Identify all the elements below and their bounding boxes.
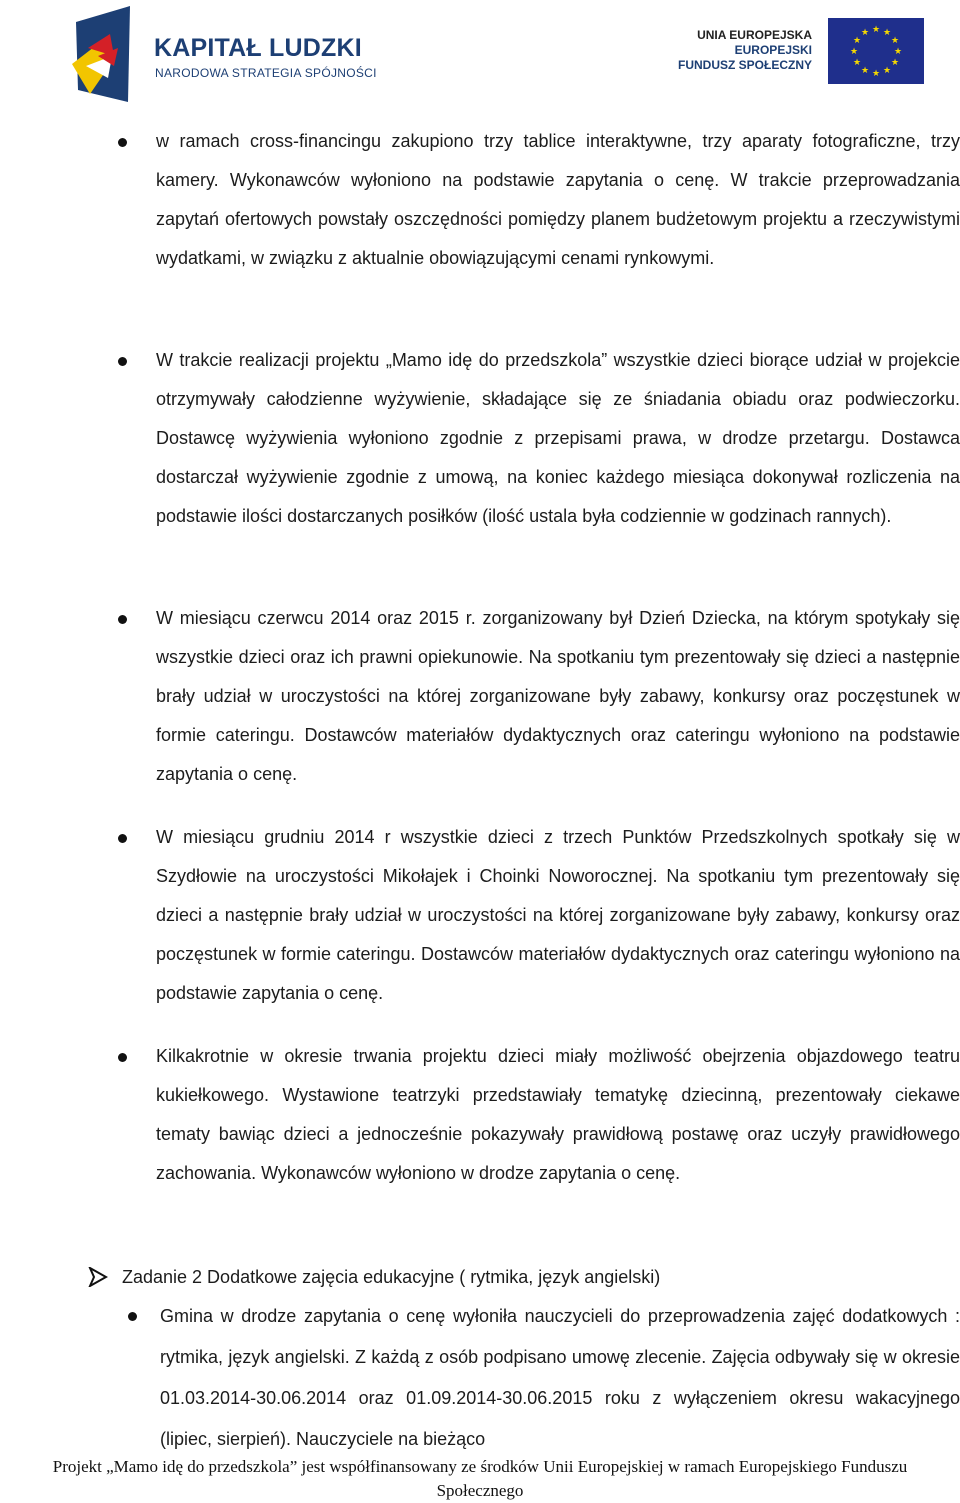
list-item: Gmina w drodze zapytania o cenę wyłoniła nauczycieli do przeprowadzenia zajęć dodatkowych : rytmika, język angielski. Z każdą z osób podpisano umowę zlecenie. Zajęcia odbywały się w okresie 01.03.2014-30.06.2014 oraz 01.09.2014-30.06.2015 roku z wyłączeniem okresu wakacyjnego (lipiec, sierpień). Nauczyciele na bieżąco [160, 1306, 960, 1449]
eu-logo-line2: EUROPEJSKI [734, 43, 812, 57]
bullet-icon [118, 834, 127, 843]
list-item: W trakcie realizacji projektu „Mamo idę do przedszkola” wszystkie dzieci biorące udział w projekcie otrzymywały całodzienne wyżywienie, składające się ze śniadania obiadu oraz podwieczorku. Dostawcę wyżywienia wyłoniono zgodnie z przepisami prawa, w drodze przetargu. Dostawca dostarczał wyżywienie zgodnie z umową, na koniec każdego miesiąca dokonywał rozliczenia na podstawie ilości dostarczanych posiłków (ilość ustala była codziennie w godzinach rannych). [156, 350, 960, 526]
svg-text:★: ★ [890, 58, 900, 68]
task-heading: Zadanie 2 Dodatkowe zajęcia edukacyjne ( rytmika, język angielski) [122, 1267, 661, 1287]
list-item: W miesiącu czerwcu 2014 oraz 2015 r. zorganizowany był Dzień Dziecka, na którym spotykały się wszystkie dzieci oraz ich prawni opiekunowie. Na spotkaniu tym prezentowały się dzieci a następnie brały udział w uroczystości na której zorganizowane były zabawy, konkursy oraz poczęstunek w formie cateringu. Dostawców materiałów dydaktycznych oraz cateringu wyłoniono na podstawie zapytania o cenę. [156, 608, 960, 784]
bullet-icon [118, 357, 127, 366]
svg-text:★: ★ [860, 66, 870, 76]
svg-text:★: ★ [882, 66, 892, 76]
footer-line1: Projekt „Mamo idę do przedszkola” jest współfinansowany ze środków Unii Europejskiej w ramach Europejskiego Funduszu [52, 1457, 908, 1476]
eu-flag-icon [828, 18, 924, 84]
eu-logo-text [678, 28, 812, 73]
bullet-icon [118, 1053, 127, 1062]
svg-text:★: ★ [852, 58, 862, 68]
eu-logo-line3: FUNDUSZ SPOŁECZNY [677, 58, 812, 72]
page-header [0, 0, 960, 112]
eu-logo [664, 18, 924, 88]
kapital-ludzki-subtitle: NARODOWA STRATEGIA SPÓJNOŚCI [155, 66, 377, 80]
svg-text:★: ★ [893, 47, 903, 57]
kapital-ludzki-emblem-icon [68, 4, 148, 104]
bullet-icon [118, 615, 127, 624]
eu-logo-line1: UNIA EUROPEJSKA [697, 28, 812, 42]
bullet-icon [128, 1312, 137, 1321]
list-item: w ramach cross-financingu zakupiono trzy tablice interaktywne, trzy aparaty fotograficzne, trzy kamery. Wykonawców wyłoniono na podstawie zapytania o cenę. W trakcie przeprowadzania zapytań ofertowych powstały oszczędności pomiędzy planem budżetowym projektu a rzeczywistymi wydatkami, w związku z aktualnie obowiązującymi cenami rynkowymi. [156, 131, 960, 268]
svg-text:★: ★ [860, 28, 870, 38]
svg-text:★: ★ [890, 36, 900, 46]
svg-text:★: ★ [871, 69, 881, 79]
page-footer [0, 1455, 960, 1503]
svg-text:★: ★ [849, 47, 859, 57]
footer-line2: Społecznego [436, 1481, 524, 1500]
svg-text:★: ★ [871, 25, 881, 35]
kapital-ludzki-title: KAPITAŁ LUDZKI [154, 34, 362, 62]
svg-text:★: ★ [882, 28, 892, 38]
list-item: Kilkakrotnie w okresie trwania projektu dzieci miały możliwość obejrzenia objazdowego teatru kukiełkowego. Wystawione teatrzyki przedstawiały tematykę dziecinną, prezentowały ciekawe tematy bawiąc dzieci a jednocześnie pokazywały prawidłową postawę oraz uczyły prawidłowego zachowania. Wykonawców wyłoniono w drodze zapytania o cenę. [156, 1046, 960, 1183]
bullet-icon [118, 138, 127, 147]
list-item: W miesiącu grudniu 2014 r wszystkie dzieci z trzech Punktów Przedszkolnych spotkały się w Szydłowie na uroczystości Mikołajek i Choinki Noworocznej. Na spotkaniu tym prezentowały się dzieci a następnie brały udział w uroczystości na której zorganizowane były zabawy, konkursy oraz poczęstunek w formie cateringu. Dostawców materiałów dydaktycznych oraz cateringu wyłoniono na podstawie zapytania o cenę. [156, 827, 960, 1003]
kapital-ludzki-logo [68, 4, 388, 104]
svg-text:★: ★ [852, 36, 862, 46]
arrow-bullet-icon [88, 1267, 108, 1287]
